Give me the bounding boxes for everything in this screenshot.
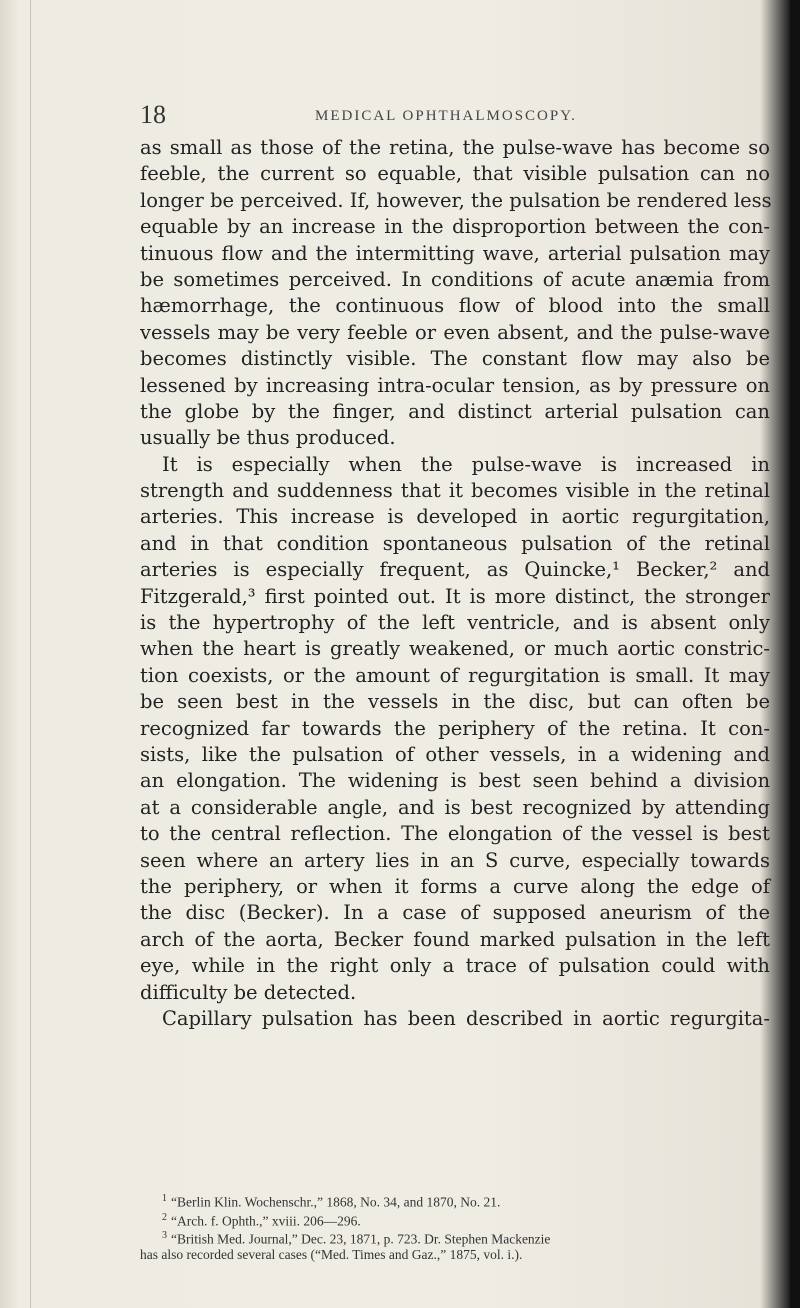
text-line: tinuous flow and the intermitting wave, arterial pulsation may [140, 241, 770, 265]
page-right-shadow [790, 0, 800, 1308]
footnotes [140, 1190, 770, 1264]
text-line: strength and suddenness that it becomes visible in the retinal [140, 479, 770, 503]
text-line: as small as those of the retina, the pulse-wave has become so [140, 136, 770, 159]
text-line: Fitzgerald,³ first pointed out. It is more distinct, the stronger [140, 584, 770, 608]
text-line: recognized far towards the periphery of the retina. It con- [140, 716, 770, 740]
footnote-continuation [140, 1246, 770, 1265]
footnote [140, 1209, 770, 1228]
text-line: and in that condition spontaneous pulsation of the retinal [140, 531, 770, 555]
text-line: usually be thus produced. [140, 426, 396, 450]
text-line: when the heart is greatly weakened, or much aortic constric- [140, 637, 770, 661]
text-line: becomes distinctly visible. The constant flow may also be [140, 347, 770, 371]
paragraph-start: Capillary pulsation has been described in aortic regurgita- [162, 1006, 770, 1030]
text-line: at a considerable angle, and is best recognized by attending [140, 795, 770, 819]
text-line: the globe by the finger, and distinct arterial pulsation can [140, 399, 770, 423]
text-line: equable by an increase in the disproportion between the con- [140, 215, 770, 239]
text-line: seen where an artery lies in an S curve, especially towards [140, 848, 770, 872]
footnote [140, 1227, 770, 1246]
body-text [140, 135, 770, 1032]
text-line: longer be perceived. If, however, the pulsation be rendered less [140, 188, 772, 212]
text-line: to the central reflection. The elongation of the vessel is best [140, 822, 770, 846]
paragraph-start: It is especially when the pulse-wave is increased in [162, 452, 770, 476]
text-line: feeble, the current so equable, that visible pulsation can no [140, 162, 770, 186]
footnote [140, 1190, 770, 1209]
running-head: MEDICAL OPHTHALMOSCOPY. [315, 108, 577, 124]
footnote-mark: 3 [162, 1230, 167, 1241]
page-header [140, 100, 770, 140]
footnote-mark: 2 [162, 1211, 167, 1223]
text-line: be sometimes perceived. In conditions of acute anæmia from [140, 267, 770, 291]
text-line: difficulty be detected. [140, 980, 357, 1004]
text-line: sists, like the pulsation of other vessels, in a widening and [140, 742, 770, 766]
footnote-text: “Arch. f. Ophth.,” xviii. 206—296. [171, 1213, 361, 1228]
text-line: vessels may be very feeble or even absent, and the pulse-wave [140, 320, 770, 344]
text-line: the periphery, or when it forms a curve along the edge of [140, 874, 770, 898]
text-line: be seen best in the vessels in the disc, but can often be [140, 690, 770, 714]
text-line: hæmorrhage, the continuous flow of blood into the small [140, 294, 770, 318]
footnote-mark: 1 [162, 1193, 167, 1204]
text-line: arteries is especially frequent, as Quincke,¹ Becker,² and [140, 558, 770, 582]
footnote-text: “Berlin Klin. Wochenschr.,” 1868, No. 34, and 1870, No. 21. [171, 1194, 501, 1210]
footnote-text: has also recorded several cases (“Med. Times and Gaz.,” 1875, vol. i.). [140, 1246, 523, 1262]
text-line: an elongation. The widening is best seen behind a division [140, 769, 770, 793]
text-line: lessened by increasing intra-ocular tension, as by pressure on [140, 373, 770, 397]
text-line: the disc (Becker). In a case of supposed aneurism of the [140, 901, 770, 925]
text-line: tion coexists, or the amount of regurgitation is small. It may [140, 663, 770, 687]
text-line: is the hypertrophy of the left ventricle, and is absent only [140, 611, 770, 635]
page-binding-edge [30, 0, 31, 1308]
page-number: 18 [140, 100, 166, 129]
text-line: eye, while in the right only a trace of pulsation could with [140, 954, 770, 978]
text-line: arch of the aorta, Becker found marked pulsation in the left [140, 927, 770, 951]
text-line: arteries. This increase is developed in aortic regurgitation, [140, 505, 770, 529]
footnote-text: “British Med. Journal,” Dec. 23, 1871, p. 723. Dr. Stephen Mackenzie [171, 1231, 551, 1247]
